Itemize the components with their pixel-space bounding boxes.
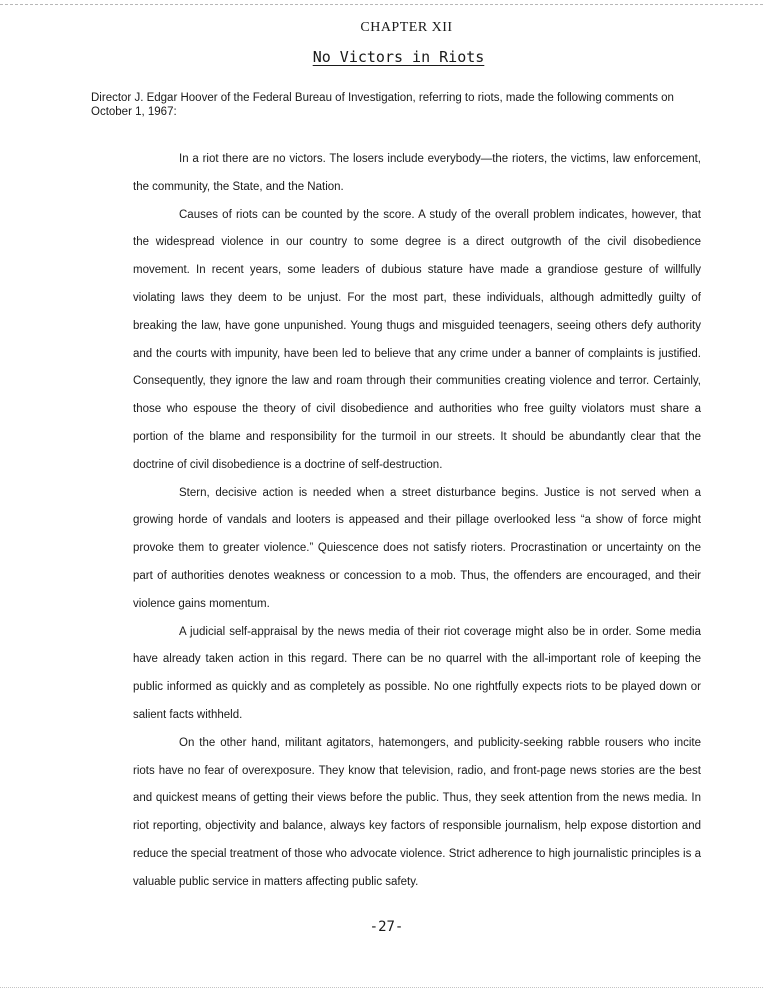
paragraph-1: In a riot there are no victors. The losers include everybody—the rioters, the victims, law enforcement, the community, the State, and the Nation. [133, 153, 701, 193]
intro-paragraph: Director J. Edgar Hoover of the Federal Bureau of Investigation, referring to riots, made the following comments on October 1, 1967: [91, 92, 674, 118]
paragraph-3: Stern, decisive action is needed when a street disturbance begins. Justice is not served when a growing horde of vandals and looters is appeased and their pillage overlooked less “a show of force might provoke them to greater violence.” Quiescence does not satisfy rioters. Procrastination or uncertainty on the part of authorities denotes weakness or concession to a mob. Thus, the offenders are encouraged, and their violence gains momentum. [133, 486, 701, 610]
page-title [0, 48, 763, 66]
page-title-text: No Victors in Riots [312, 48, 485, 66]
scan-edge-bottom [0, 987, 763, 988]
quoted-body [133, 146, 701, 897]
paragraph-5: On the other hand, militant agitators, hatemongers, and publicity-seeking rabble rousers who incite riots have no fear of overexposure. They know that television, radio, and front-page news stories are the best and quickest means of getting their views before the public. Thus, they seek attention from the news media. In riot reporting, objectivity and balance, always key factors of responsible journalism, help expose distortion and reduce the special treatment of those who advocate violence. Strict adherence to high journalistic principles is a valuable public service in matters affecting public safety. [133, 736, 701, 888]
page-number: -27- [369, 919, 404, 935]
paragraph-4: A judicial self-appraisal by the news media of their riot coverage might also be in order. Some media have already taken action in this regard. There can be no quarrel with the all-important role of keeping the public informed as quickly and as completely as possible. No one rightfully expects riots to be played down or salient facts withheld. [133, 625, 701, 721]
chapter-heading: CHAPTER XII [360, 20, 453, 35]
scan-edge-top [0, 4, 763, 5]
paragraph-2: Causes of riots can be counted by the score. A study of the overall problem indicates, however, that the widespread violence in our country to some degree is a direct outgrowth of the civil disobedience movement. In recent years, some leaders of dubious stature have made a grandiose gesture of willfully violating laws they deem to be unjust. For the most part, these individuals, although admittedly guilty of breaking the law, have gone unpunished. Young thugs and misguided teenagers, seeing others defy authority and the courts with impunity, have been led to believe that any crime under a banner of complaints is justified. Consequently, they ignore the law and roam through their communities creating violence and terror. Certainly, those who espouse the theory of civil disobedience and authorities who free guilty violators must share a portion of the blame and responsibility for the turmoil in our streets. It should be abundantly clear that the doctrine of civil disobedience is a doctrine of self-destruction. [133, 208, 701, 471]
